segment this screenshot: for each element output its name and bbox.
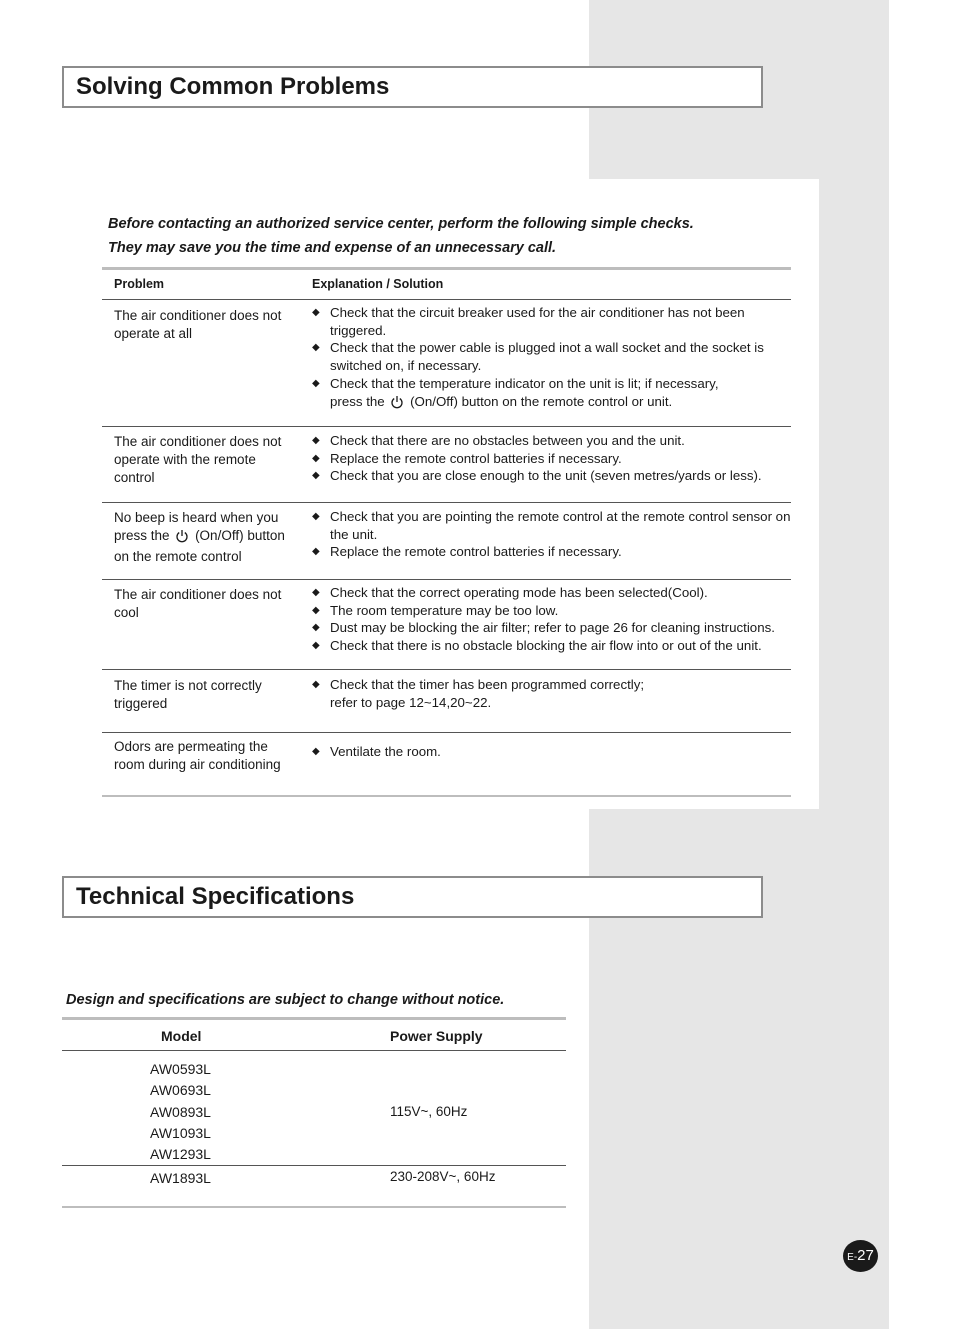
problem-text: No beep is heard when you press the (On/Off) button on the remote control — [114, 510, 285, 564]
list-item: ◆ Check that the timer has been programmed correctly; refer to page 12~14,20~22. — [312, 677, 645, 710]
model-item: AW0693L — [150, 1082, 211, 1099]
table-row — [102, 670, 791, 733]
diamond-bullet-icon: ◆ — [312, 377, 320, 389]
section-title-problems: Solving Common Problems — [62, 66, 763, 108]
solution-list — [312, 676, 797, 711]
spec-group — [62, 1166, 566, 1208]
list-item: ◆ Check that you are close enough to the unit (seven metres/yards or less). — [312, 468, 762, 484]
model-item: AW1893L — [150, 1170, 211, 1186]
page-prefix: E- — [847, 1252, 858, 1263]
spec-group — [62, 1051, 566, 1166]
list-item: ◆ Check that the temperature indicator on the unit is lit; if necessary, press the (On/Off) button on the remote control or unit. — [312, 375, 797, 413]
power-supply-value: 230-208V~, 60Hz — [390, 1169, 496, 1184]
list-item: ◆ Check that you are pointing the remote control at the remote control sensor on the unit. — [312, 509, 791, 542]
page-number-badge — [843, 1240, 878, 1272]
problem-text: The air conditioner does not operate at all — [114, 308, 282, 341]
table-row — [102, 300, 791, 427]
model-item: AW0893L — [150, 1103, 211, 1120]
diamond-bullet-icon: ◆ — [312, 511, 320, 522]
intro-line-2: They may save you the time and expense of an unnecessary call. — [108, 240, 557, 256]
intro-line-1: Before contacting an authorized service center, perform the following simple checks. — [108, 216, 694, 232]
diamond-bullet-icon: ◆ — [312, 746, 320, 757]
spec-table — [62, 1017, 566, 1208]
power-icon — [175, 529, 189, 548]
list-item: ◆ The room temperature may be too low. — [312, 602, 559, 618]
table-row — [102, 427, 791, 503]
solution-list — [312, 432, 797, 485]
table-row — [102, 580, 791, 670]
problem-text: The air conditioner does not operate with the remote control — [114, 434, 282, 485]
header-solution: Explanation / Solution — [312, 277, 444, 291]
diamond-bullet-icon: ◆ — [312, 435, 320, 446]
model-list — [150, 1168, 211, 1189]
spec-note: Design and specifications are subject to change without notice. — [66, 992, 505, 1008]
diamond-bullet-icon: ◆ — [312, 587, 320, 598]
solution-list — [312, 304, 797, 413]
solution-list — [312, 584, 797, 655]
table-row — [102, 503, 791, 580]
problem-text: The air conditioner does not cool — [114, 587, 282, 620]
model-item: AW1293L — [150, 1146, 211, 1163]
list-item: ◆ Ventilate the room. — [312, 744, 441, 759]
header-power: Power Supply — [390, 1028, 483, 1044]
model-list — [150, 1059, 211, 1165]
diamond-bullet-icon: ◆ — [312, 604, 320, 616]
problem-text: The timer is not correctly triggered — [114, 678, 262, 711]
diamond-bullet-icon: ◆ — [312, 640, 320, 652]
solution-list — [312, 743, 797, 761]
page-number: 27 — [857, 1247, 874, 1264]
diamond-bullet-icon: ◆ — [312, 342, 320, 354]
table-row — [102, 733, 791, 797]
diamond-bullet-icon: ◆ — [312, 622, 320, 634]
power-icon — [390, 395, 404, 414]
diamond-bullet-icon: ◆ — [312, 546, 320, 558]
section-title-specs: Technical Specifications — [62, 876, 763, 918]
list-item: ◆ Dust may be blocking the air filter; refer to page 26 for cleaning instructions. — [312, 620, 775, 636]
list-item: ◆ Check that there are no obstacles between you and the unit. — [312, 433, 685, 448]
list-item: ◆ Replace the remote control batteries if necessary. — [312, 450, 622, 466]
table-header — [102, 270, 791, 300]
diamond-bullet-icon: ◆ — [312, 307, 320, 318]
power-supply-value: 115V~, 60Hz — [390, 1104, 468, 1119]
diamond-bullet-icon: ◆ — [312, 470, 320, 482]
list-item: ◆ Check that the circuit breaker used for the air conditioner has not been triggered. — [312, 305, 745, 338]
solution-list — [312, 508, 802, 561]
diamond-bullet-icon: ◆ — [312, 679, 320, 690]
model-item: AW0593L — [150, 1061, 211, 1077]
list-item: ◆ Check that the correct operating mode has been selected(Cool). — [312, 585, 708, 600]
list-item: ◆ Check that the power cable is plugged inot a wall socket and the socket is switched on, if necessary. — [312, 340, 764, 374]
list-item: ◆ Check that there is no obstacle blocking the air flow into or out of the unit. — [312, 638, 762, 654]
header-problem: Problem — [114, 277, 165, 291]
diamond-bullet-icon: ◆ — [312, 452, 320, 464]
spec-header — [62, 1020, 566, 1051]
header-model: Model — [161, 1028, 202, 1044]
problem-text: Odors are permeating the room during air conditioning — [114, 739, 281, 772]
list-item: ◆ Replace the remote control batteries if necessary. — [312, 544, 622, 560]
problems-table — [102, 267, 791, 797]
intro-text — [108, 212, 694, 260]
model-item: AW1093L — [150, 1124, 211, 1141]
